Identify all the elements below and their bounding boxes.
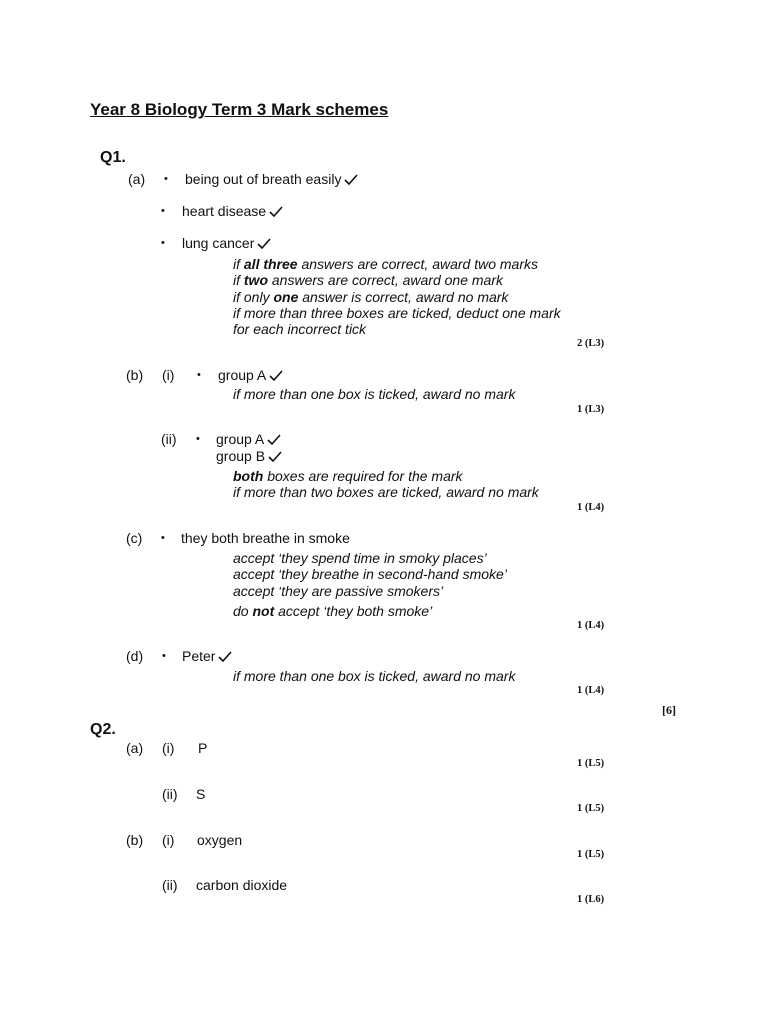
q1-c-reject-note: do not accept ‘they both smoke’ bbox=[233, 603, 433, 619]
bullet: • bbox=[161, 237, 165, 249]
q1-b-ii-note: both boxes are required for the mark if more than two boxes are ticked, award no mark bbox=[233, 468, 539, 501]
q1-d-mark: 1 (L4) bbox=[577, 685, 605, 696]
q1-c-label: (c) bbox=[126, 530, 143, 546]
q1-b-ii-answer-2: group B bbox=[216, 448, 282, 464]
tick-icon bbox=[344, 174, 358, 185]
bullet: • bbox=[161, 532, 165, 544]
q1-total-marks: [6] bbox=[662, 703, 676, 717]
q1-b-ii-answer-1: group A bbox=[216, 431, 281, 447]
q1-c-mark: 1 (L4) bbox=[577, 620, 605, 631]
bullet: • bbox=[161, 205, 165, 217]
q2-a-ii-answer: S bbox=[196, 786, 206, 802]
q1-b-i-mark: 1 (L3) bbox=[577, 404, 605, 415]
bullet: • bbox=[162, 650, 166, 662]
q1-a-marking-note: if all three answers are correct, award two marks if two answers are correct, award one mark if only one answer is correct, award no mark if more than three boxes are ticked, deduct one mark for each incorrect tick bbox=[233, 256, 561, 338]
q2-b-i-answer: oxygen bbox=[197, 832, 243, 848]
q2-a-ii-mark: 1 (L5) bbox=[577, 803, 605, 814]
q2-b-ii-mark: 1 (L6) bbox=[577, 894, 605, 905]
tick-icon bbox=[268, 451, 282, 462]
q1-d-answer: Peter bbox=[182, 648, 232, 664]
q1-a-answer-1: being out of breath easily bbox=[185, 171, 358, 187]
q2-b-label: (b) bbox=[126, 832, 144, 848]
tick-icon bbox=[267, 434, 281, 445]
tick-icon bbox=[269, 370, 283, 381]
question-1-label: Q1. bbox=[100, 149, 126, 166]
q1-d-note: if more than one box is ticked, award no mark bbox=[233, 668, 516, 684]
question-2-label: Q2. bbox=[90, 721, 116, 738]
q1-b-i-answer: group A bbox=[218, 367, 283, 383]
q2-a-label: (a) bbox=[126, 740, 144, 756]
q1-c-answer: they both breathe in smoke bbox=[181, 530, 350, 546]
tick-icon bbox=[257, 238, 271, 249]
tick-icon bbox=[269, 206, 283, 217]
q2-a-i-label: (i) bbox=[162, 740, 175, 756]
q1-c-accept-notes: accept ‘they spend time in smoky places’ accept ‘they breathe in second-hand smoke’ accept ‘they are passive smokers’ bbox=[233, 550, 507, 599]
tick-icon bbox=[218, 651, 232, 662]
q1-b-ii-label: (ii) bbox=[161, 431, 177, 447]
q1-b-i-note: if more than one box is ticked, award no mark bbox=[233, 386, 516, 402]
q2-b-i-mark: 1 (L5) bbox=[577, 849, 605, 860]
q2-a-i-mark: 1 (L5) bbox=[577, 758, 605, 769]
q2-b-ii-answer: carbon dioxide bbox=[196, 877, 288, 893]
page-title: Year 8 Biology Term 3 Mark schemes bbox=[90, 100, 389, 119]
bullet: • bbox=[197, 369, 201, 381]
q1-b-i-label: (i) bbox=[162, 367, 175, 383]
q1-a-answer-3: lung cancer bbox=[182, 235, 271, 251]
q2-b-ii-label: (ii) bbox=[162, 877, 178, 893]
q1-a-answer-2: heart disease bbox=[182, 203, 283, 219]
q1-a-mark: 2 (L3) bbox=[577, 338, 605, 349]
bullet: • bbox=[164, 173, 168, 185]
q1-d-label: (d) bbox=[126, 648, 144, 664]
q1-b-label: (b) bbox=[126, 367, 144, 383]
bullet: • bbox=[196, 433, 200, 445]
q2-b-i-label: (i) bbox=[162, 832, 175, 848]
q1-a-label: (a) bbox=[128, 171, 146, 187]
q2-a-i-answer: P bbox=[198, 740, 208, 756]
q2-a-ii-label: (ii) bbox=[162, 786, 178, 802]
q1-b-ii-mark: 1 (L4) bbox=[577, 502, 605, 513]
